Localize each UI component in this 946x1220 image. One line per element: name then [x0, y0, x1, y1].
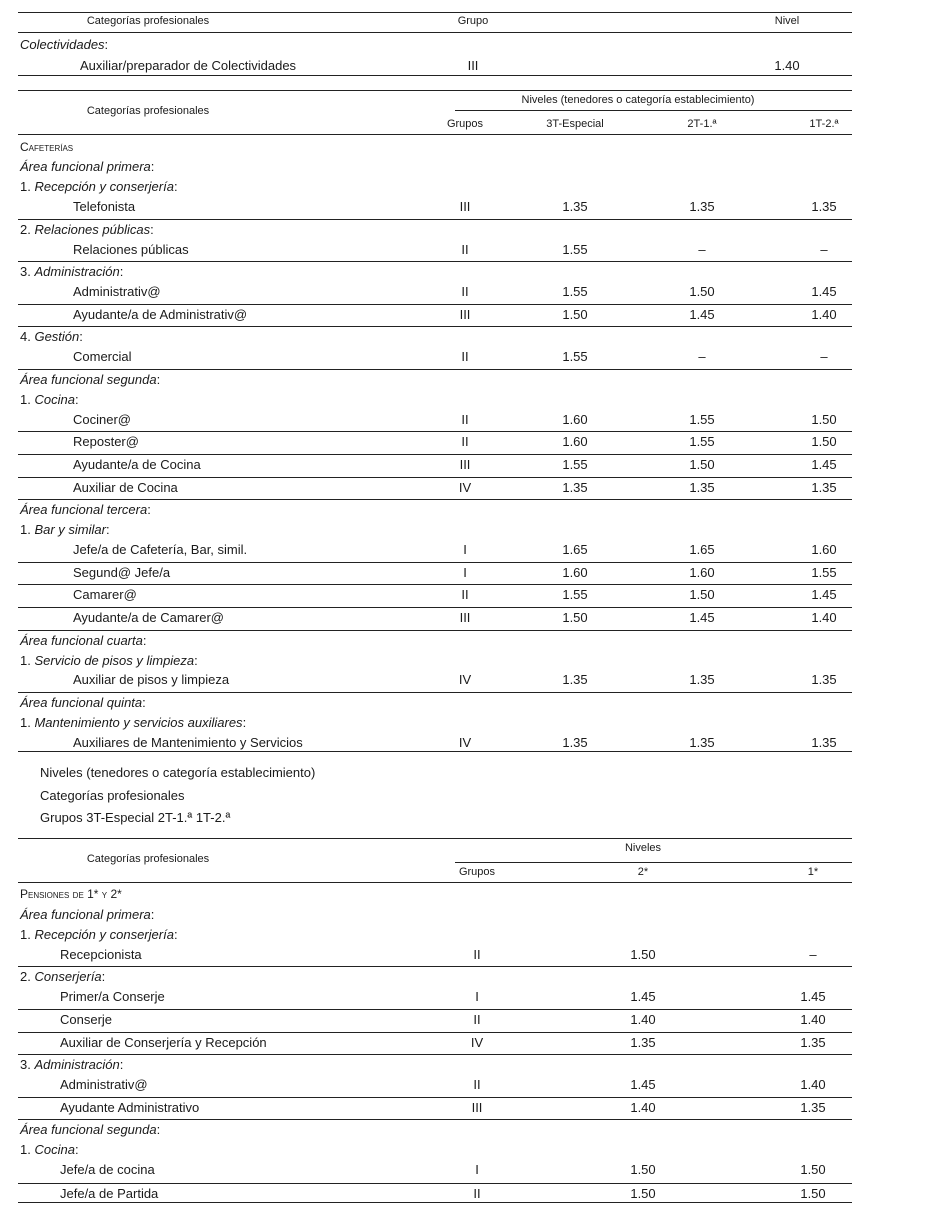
table-row-level-1: 1.45 — [630, 989, 656, 1004]
table-row-rule — [18, 584, 852, 585]
area-heading — [20, 159, 154, 174]
table-row-rule — [18, 1009, 852, 1010]
subsection-number: 1. — [20, 522, 31, 537]
table-row-rule — [18, 1097, 852, 1098]
subsection-heading — [20, 969, 105, 984]
table-row-level-1: 1.40 — [630, 1012, 656, 1027]
table-row-category: Camarer@ — [73, 587, 137, 602]
table-row-level-1: 1.50 — [630, 1186, 656, 1201]
table-row-level-1: 1.35 — [562, 672, 588, 687]
table-row-level-2: 1.35 — [689, 199, 715, 214]
table-row-grupo: I — [463, 565, 467, 580]
subsection-text: Recepción y conserjería — [34, 179, 174, 194]
table-row-grupo: III — [459, 610, 471, 625]
table3-header-categorias: Categorías profesionales — [86, 853, 210, 865]
table-row-level-1: 1.60 — [562, 565, 588, 580]
table-row-level-3: 1.60 — [811, 542, 837, 557]
table-row-grupo: III — [471, 1100, 483, 1115]
table-row-rule — [18, 630, 852, 631]
table-row-level-3: 1.50 — [811, 434, 837, 449]
subsection-text: Gestión — [34, 329, 80, 344]
table-row-category: Cociner@ — [73, 412, 131, 427]
table-row-category: Jefe/a de Partida — [60, 1186, 159, 1201]
table-row-grupo: II — [473, 1077, 481, 1092]
area-heading-colon: : — [156, 1122, 161, 1137]
table-row-grupo: I — [475, 1162, 479, 1177]
table-row-rule — [18, 431, 852, 432]
area-heading — [20, 633, 146, 648]
table-row-grupo: II — [461, 349, 469, 364]
table-row-level-3: 1.50 — [811, 412, 837, 427]
subsection-number: 1. — [20, 1142, 31, 1157]
table-row-level-3: 1.55 — [811, 565, 837, 580]
table-row-rule — [18, 219, 852, 220]
table-row-rule — [18, 751, 852, 752]
subsection-text: Administración — [34, 264, 120, 279]
table-row-rule — [18, 369, 852, 370]
table-row-level-3: 1.45 — [811, 587, 837, 602]
table-row-grupo: IV — [458, 672, 472, 687]
table3-header-rule — [18, 882, 852, 883]
table-row-category: Ayudante/a de Cocina — [73, 457, 201, 472]
area-heading — [20, 695, 146, 710]
table1-top-rule — [18, 12, 852, 13]
area-heading-text: Área funcional cuarta — [20, 633, 143, 648]
area-heading-text: Área funcional quinta — [20, 695, 143, 710]
table-row-rule — [18, 499, 852, 500]
table-row-category: Auxiliar de Cocina — [73, 480, 178, 495]
table-row-category: Ayudante Administrativo — [60, 1100, 200, 1115]
subsection-colon: : — [242, 715, 247, 730]
table2-header-col1: 3T-Especial — [546, 118, 604, 130]
area-heading — [20, 907, 154, 922]
subsection-heading — [20, 329, 83, 344]
table-row-category: Administrativ@ — [73, 284, 161, 299]
table-row-level-2: 1.50 — [689, 587, 715, 602]
subsection-colon: : — [74, 392, 79, 407]
table-row-level-2: 1.35 — [800, 1035, 826, 1050]
table-row-rule — [18, 326, 852, 327]
subsection-colon: : — [194, 653, 198, 668]
table-row-category: Jefe/a de Cafetería, Bar, simil. — [73, 542, 248, 557]
subsection-heading — [20, 392, 79, 407]
area-heading-colon: : — [156, 372, 161, 387]
subsection-heading — [20, 179, 178, 194]
table-row-grupo: IV — [458, 735, 472, 750]
table-row-level-2: 1.35 — [689, 672, 715, 687]
table-row-level-2: 1.60 — [689, 565, 715, 580]
table-row-category: Auxiliar de pisos y limpieza — [73, 672, 230, 687]
table2-niveles-rule — [455, 110, 852, 111]
subsection-number: 3. — [20, 1057, 31, 1072]
table2-header-rule — [18, 134, 852, 135]
table-row-level-3: – — [820, 349, 828, 364]
subsection-heading — [20, 522, 110, 537]
table2-header-col3: 1T-2.ª — [809, 118, 839, 130]
subsection-text: Bar y similar — [34, 522, 106, 537]
loose-text-categorias: Categorías profesionales — [40, 788, 185, 803]
table-row-level-1: 1.50 — [630, 947, 656, 962]
table-row-level-1: 1.35 — [562, 480, 588, 495]
table-row-level-3: 1.35 — [811, 480, 837, 495]
area-heading-colon: : — [150, 907, 155, 922]
subsection-number: 1. — [20, 179, 31, 194]
table-row-rule — [18, 304, 852, 305]
table-row-level-3: 1.40 — [811, 307, 837, 322]
table-row-rule — [18, 1032, 852, 1033]
table-row-category: Telefonista — [73, 199, 136, 214]
table-row-grupo: II — [461, 284, 469, 299]
table2-top-rule — [18, 90, 852, 91]
table-row-level-2: – — [698, 349, 706, 364]
table-row-rule — [18, 562, 852, 563]
table-row-rule — [18, 1183, 852, 1184]
table-row-grupo: I — [463, 542, 467, 557]
subsection-heading — [20, 927, 178, 942]
area-heading-text: Área funcional segunda — [20, 372, 157, 387]
table-row-level-3: – — [820, 242, 828, 257]
table-row-level-1: 1.50 — [562, 610, 588, 625]
table-row-level-2: 1.45 — [689, 307, 715, 322]
table-row-level-2: 1.45 — [689, 610, 715, 625]
area-heading-colon: : — [142, 695, 146, 710]
table2-header-col2: 2T-1.ª — [687, 118, 717, 130]
subsection-text: Conserjería — [34, 969, 102, 984]
subsection-colon: : — [79, 329, 83, 344]
area-heading-colon: : — [142, 633, 147, 648]
subsection-heading — [20, 715, 246, 730]
table-row-grupo: II — [461, 412, 469, 427]
subsection-colon: : — [173, 927, 178, 942]
subsection-heading — [20, 222, 154, 237]
table-row-grupo: II — [473, 947, 481, 962]
table-row-level-2: 1.65 — [689, 542, 715, 557]
subsection-number: 1. — [20, 927, 31, 942]
table2-section: Cafeterías — [20, 140, 74, 154]
loose-text-grupos: Grupos 3T-Especial 2T-1.ª 1T-2.ª — [40, 810, 231, 825]
table1-row-grupo: III — [467, 58, 479, 73]
table-row-level-1: 1.35 — [630, 1035, 656, 1050]
table-row-level-2: 1.40 — [800, 1077, 826, 1092]
table-row-category: Jefe/a de cocina — [60, 1162, 155, 1177]
area-heading-colon: : — [150, 159, 155, 174]
table-row-level-2: 1.50 — [800, 1186, 826, 1201]
area-heading — [20, 502, 151, 517]
area-heading-colon: : — [147, 502, 151, 517]
subsection-heading — [20, 1057, 123, 1072]
table-row-level-3: 1.45 — [811, 284, 837, 299]
table-row-level-3: 1.45 — [811, 457, 837, 472]
area-heading-text: Área funcional primera — [20, 907, 151, 922]
table-row-level-2: 1.35 — [800, 1100, 826, 1115]
table1-header-nivel: Nivel — [774, 15, 800, 27]
table3-header-grupos: Grupos — [458, 866, 496, 878]
table-row-level-1: 1.55 — [562, 349, 588, 364]
table3-niveles-rule — [455, 862, 852, 863]
subsection-colon: : — [74, 1142, 79, 1157]
subsection-number: 1. — [20, 715, 31, 730]
table-row-category: Auxiliares de Mantenimiento y Servicios — [73, 735, 303, 750]
table1-header-categorias: Categorías profesionales — [86, 15, 210, 27]
table-row-category: Administrativ@ — [60, 1077, 148, 1092]
table-row-rule — [18, 454, 852, 455]
table-row-level-1: 1.60 — [562, 412, 588, 427]
table-row-grupo: IV — [470, 1035, 484, 1050]
loose-text-niveles: Niveles (tenedores o categoría establecimiento) — [40, 765, 316, 780]
table-row-category: Ayudante/a de Camarer@ — [73, 610, 224, 625]
table1-row-name: Auxiliar/preparador de Colectividades — [80, 58, 297, 73]
table-row-grupo: I — [475, 989, 479, 1004]
table-row-level-1: 1.55 — [562, 587, 588, 602]
table-row-category: Conserje — [60, 1012, 113, 1027]
table-row-rule — [18, 477, 852, 478]
table-row-level-2: – — [809, 947, 817, 962]
table2-header-categorias: Categorías profesionales — [86, 105, 210, 117]
table-row-level-1: 1.55 — [562, 242, 588, 257]
subsection-colon: : — [119, 1057, 124, 1072]
table-row-rule — [18, 966, 852, 967]
table-row-category: Segund@ Jefe/a — [73, 565, 171, 580]
table1-row-nivel: 1.40 — [774, 58, 800, 73]
table2-header-niveles: Niveles (tenedores o categoría establecimiento) — [521, 94, 755, 106]
table-row-category: Reposter@ — [73, 434, 139, 449]
table1-bottom-rule — [18, 75, 852, 76]
table-row-rule — [18, 607, 852, 608]
table3-section: Pensiones de 1* y 2* — [20, 887, 122, 901]
table-row-level-2: 1.35 — [689, 480, 715, 495]
subsection-colon: : — [119, 264, 124, 279]
subsection-text: Cocina — [34, 392, 75, 407]
table-row-grupo: II — [461, 242, 469, 257]
subsection-number: 2. — [20, 222, 31, 237]
area-heading-text: Área funcional tercera — [20, 502, 148, 517]
table-row-level-1: 1.60 — [562, 434, 588, 449]
table-row-rule — [18, 1119, 852, 1120]
table-row-level-1: 1.50 — [630, 1162, 656, 1177]
table-row-level-3: 1.40 — [811, 610, 837, 625]
subsection-number: 2. — [20, 969, 31, 984]
table-row-level-3: 1.35 — [811, 672, 837, 687]
table-row-category: Ayudante/a de Administrativ@ — [73, 307, 248, 322]
table-row-level-1: 1.35 — [562, 735, 588, 750]
table-row-grupo: IV — [458, 480, 472, 495]
subsection-number: 3. — [20, 264, 31, 279]
table-row-rule — [18, 692, 852, 693]
subsection-colon: : — [105, 522, 110, 537]
table-row-category: Comercial — [73, 349, 132, 364]
table-row-grupo: III — [459, 307, 471, 322]
table-row-level-1: 1.50 — [562, 307, 588, 322]
subsection-heading — [20, 264, 123, 279]
area-heading — [20, 372, 160, 387]
subsection-text: Cocina — [34, 1142, 75, 1157]
area-heading-text: Área funcional primera — [20, 159, 151, 174]
table1-header-rule — [18, 32, 852, 33]
table-row-level-2: 1.40 — [800, 1012, 826, 1027]
table3-header-niveles: Niveles — [624, 842, 662, 854]
subsection-colon: : — [101, 969, 106, 984]
subsection-colon: : — [150, 222, 154, 237]
table-row-grupo: III — [459, 457, 471, 472]
table-row-level-1: 1.55 — [562, 284, 588, 299]
table-row-level-2: 1.55 — [689, 412, 715, 427]
table-row-level-2: 1.45 — [800, 989, 826, 1004]
subsection-text: Recepción y conserjería — [34, 927, 174, 942]
table-row-level-2: – — [698, 242, 706, 257]
table-row-level-1: 1.40 — [630, 1100, 656, 1115]
subsection-text: Servicio de pisos y limpieza — [34, 653, 195, 668]
subsection-heading — [20, 653, 198, 668]
table-row-grupo: II — [473, 1012, 481, 1027]
table-row-category: Primer/a Conserje — [60, 989, 165, 1004]
table-row-grupo: II — [473, 1186, 481, 1201]
table-row-level-1: 1.55 — [562, 457, 588, 472]
table3-top-rule — [18, 838, 852, 839]
table-row-grupo: III — [459, 199, 471, 214]
table-row-rule — [18, 1202, 852, 1203]
table-row-category: Relaciones públicas — [73, 242, 189, 257]
area-heading — [20, 1122, 160, 1137]
table-row-rule — [18, 261, 852, 262]
table-row-category: Auxiliar de Conserjería y Recepción — [60, 1035, 267, 1050]
table1-section: Colectividades: — [20, 37, 109, 52]
table-row-level-2: 1.35 — [689, 735, 715, 750]
table-row-level-1: 1.35 — [562, 199, 588, 214]
table-row-level-1: 1.65 — [562, 542, 588, 557]
table-row-category: Recepcionista — [60, 947, 142, 962]
table-row-rule — [18, 1054, 852, 1055]
subsection-text: Relaciones públicas — [34, 222, 151, 237]
table3-header-col2: 1* — [807, 866, 819, 878]
table-row-level-2: 1.50 — [800, 1162, 826, 1177]
subsection-text: Mantenimiento y servicios auxiliares — [34, 715, 243, 730]
table-row-level-3: 1.35 — [811, 735, 837, 750]
table-row-level-2: 1.50 — [689, 457, 715, 472]
subsection-number: 1. — [20, 392, 31, 407]
table-row-grupo: II — [461, 587, 469, 602]
table2-header-grupos: Grupos — [446, 118, 484, 130]
area-heading-text: Área funcional segunda — [20, 1122, 157, 1137]
table3-header-col1: 2* — [637, 866, 649, 878]
table-row-level-3: 1.35 — [811, 199, 837, 214]
subsection-colon: : — [173, 179, 178, 194]
subsection-number: 4. — [20, 329, 31, 344]
table-row-grupo: II — [461, 434, 469, 449]
subsection-heading — [20, 1142, 79, 1157]
table-row-level-1: 1.45 — [630, 1077, 656, 1092]
subsection-number: 1. — [20, 653, 31, 668]
table-row-level-2: 1.55 — [689, 434, 715, 449]
table1-header-grupo: Grupo — [457, 15, 489, 27]
table-row-level-2: 1.50 — [689, 284, 715, 299]
subsection-text: Administración — [34, 1057, 120, 1072]
